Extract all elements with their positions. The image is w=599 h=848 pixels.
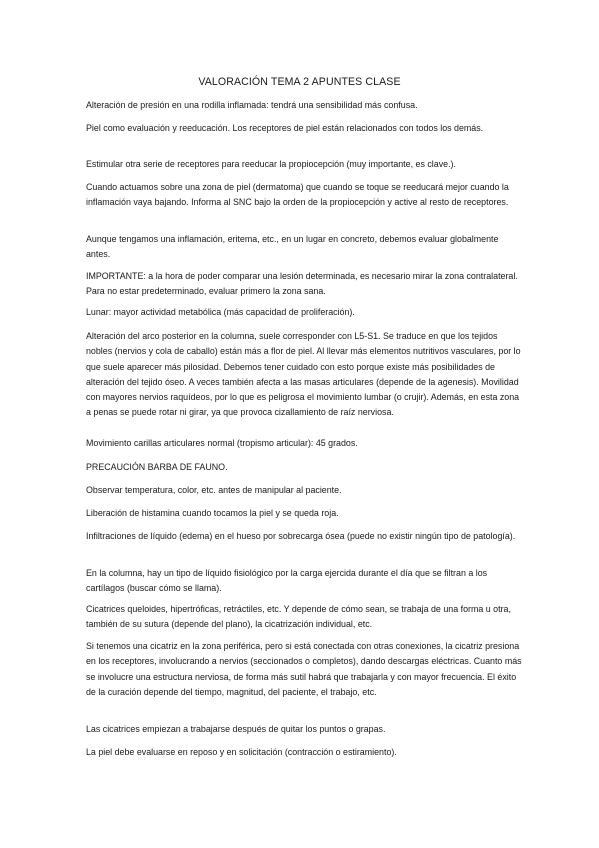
- paragraph-17: Las cicatrices empiezan a trabajarse después de quitar los puntos o grapas.: [86, 724, 386, 734]
- paragraph-16: Si tenemos una cicatriz en la zona periférica, pero si está conectada con otras conexiones, la cicatriz presiona en los receptores, involucrando a nervios (seccionados o completos), dando descargas eléctricas. Cuanto más se involucre una estructura nerviosa, de forma más sutil habrá que trabajarla y con mayor frecuencia. El éxito de la curación depende del tiempo, magnitud, del paciente, el trabajo, etc.: [86, 641, 522, 697]
- paragraph-10: PRECAUCIÓN BARBA DE FAUNO.: [86, 462, 228, 472]
- paragraph-9: Movimiento carillas articulares normal (tropismo articular): 45 grados.: [86, 438, 358, 448]
- paragraph-11: Observar temperatura, color, etc. antes de manipular al paciente.: [86, 485, 342, 495]
- paragraph-6: IMPORTANTE: a la hora de poder comparar una lesión determinada, es necesario mirar la zona contralateral. Para no estar predeterminado, evaluar primero la zona sana.: [86, 271, 518, 297]
- paragraph-2: Piel como evaluación y reeducación. Los receptores de piel están relacionados con todos los demás.: [86, 123, 484, 133]
- paragraph-13: Infiltraciones de líquido (edema) en el hueso por sobrecarga ósea (puede no existir ningún tipo de patología).: [86, 531, 516, 541]
- paragraph-15: Cicatrices queloides, hipertróficas, retráctiles, etc. Y depende de cómo sean, se trabaja de una forma u otra, también de su sutura (depende del plano), la cicatrización individual, etc.: [86, 604, 511, 630]
- paragraph-14: En la columna, hay un tipo de líquido fisiológico por la carga ejercida durante el día que se filtran a los cartílagos (buscar cómo se llama).: [86, 568, 488, 594]
- paragraph-3: Estimular otra serie de receptores para reeducar la propiocepción (muy importante, es clave.).: [86, 159, 456, 169]
- document-title: VALORACIÓN TEMA 2 APUNTES CLASE: [198, 76, 401, 88]
- paragraph-8: Alteración del arco posterior en la columna, suele corresponder con L5-S1. Se traduce en que los tejidos nobles (nervios y cola de caballo) están más a flor de piel. Al llevar más elementos nutritivos vasculares, por lo que suele aparecer más pilosidad. Debemos tener cuidado con esto porque existe más posibilidades de alteración del tejido óseo. A veces también afecta a las masas articulares (depende de la agenesis). Movilidad con mayores nervios raquídeos, por lo que es peligrosa el movimiento lumbar (o crujir). Además, en esta zona a penas se puede rotar ni girar, ya que provoca cizallamiento de raíz nerviosa.: [86, 331, 521, 418]
- paragraph-4: Cuando actuamos sobre una zona de piel (dermatoma) que cuando se toque se reeducará mejor cuando la inflamación vaya bajando. Informa al SNC bajo la orden de la propiocepción y active al resto de receptores.: [86, 182, 509, 208]
- paragraph-12: Liberación de histamina cuando tocamos la piel y se queda roja.: [86, 508, 339, 518]
- paragraph-1: Alteración de presión en una rodilla inflamada: tendrá una sensibilidad más confusa.: [86, 100, 418, 110]
- paragraph-7: Lunar: mayor actividad metabólica (más capacidad de proliferación).: [86, 307, 355, 317]
- paragraph-5: Aunque tengamos una inflamación, eritema, etc., en un lugar en concreto, debemos evaluar globalmente antes.: [86, 234, 499, 260]
- paragraph-18: La piel debe evaluarse en reposo y en solicitación (contracción o estiramiento).: [86, 747, 397, 757]
